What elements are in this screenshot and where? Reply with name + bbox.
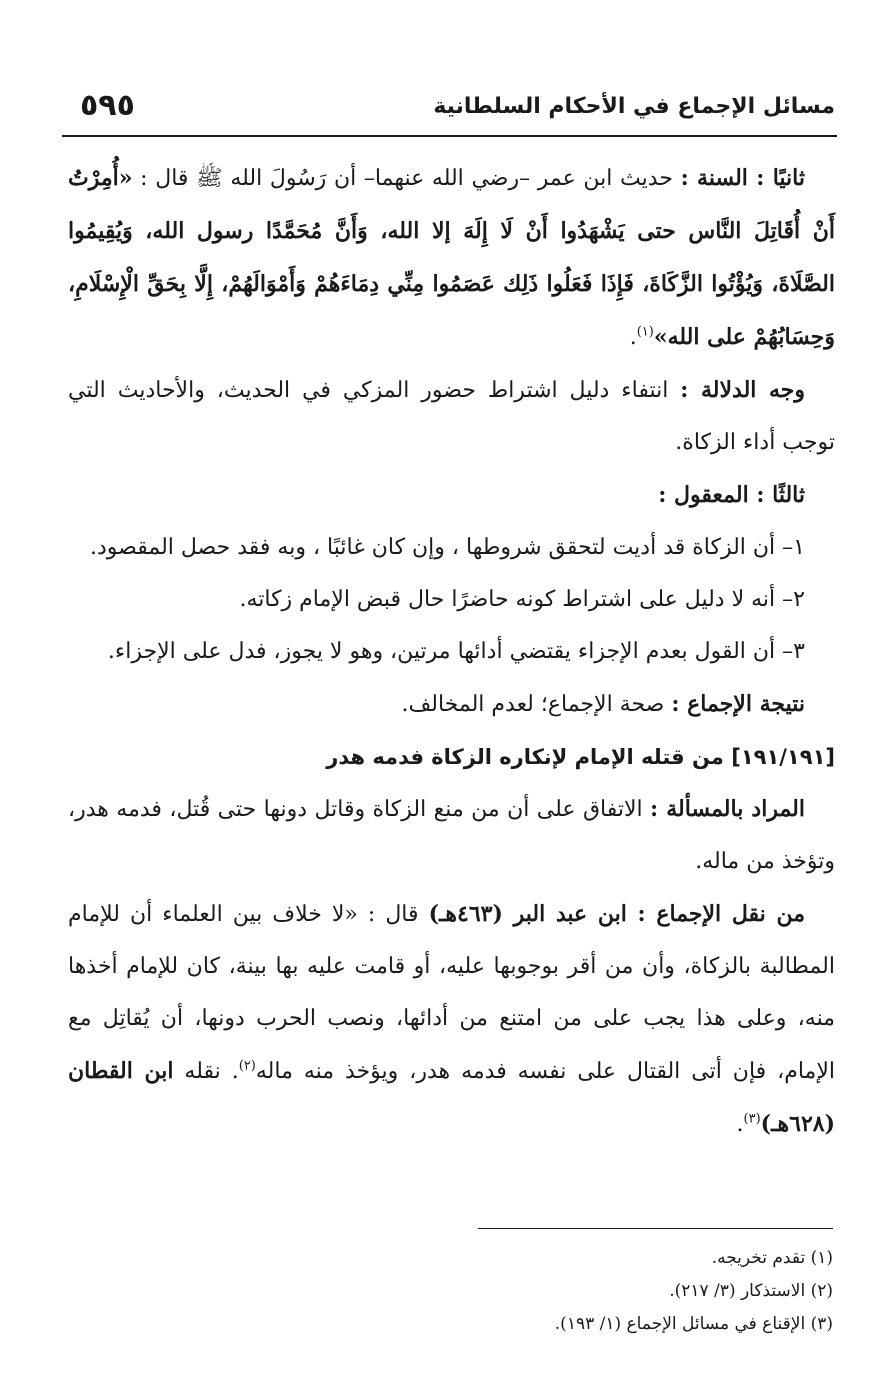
paragraph-text: ٢– أنه لا دليل على اشتراط كونه حاضرًا حال قبض الإمام زكاته.	[239, 587, 805, 612]
footnotes	[200, 1242, 833, 1341]
paragraph-label: ابن القطان (٦٢٨هـ)	[68, 1058, 835, 1137]
footnote-ref: (٢)	[238, 1058, 256, 1074]
main-text	[68, 152, 835, 1151]
paragraph-label: ثانيًا : السنة :	[680, 165, 805, 191]
paragraph-label: نتيجة الإجماع :	[671, 691, 805, 717]
footnote: (٣) الإقناع في مسائل الإجماع (١/ ١٩٣).	[554, 1314, 833, 1334]
paragraph-text: صحة الإجماع؛ لعدم المخالف.	[401, 692, 672, 717]
paragraph-sunnah	[68, 152, 835, 364]
hadith-quote: «أُمِرْتُ أَنْ أُقَاتِلَ النَّاس حتى يَشْهَدُوا أَنْ لَا إِلَهَ إلا الله، وَأَنَّ مُحَمَّدًا رسول الله، وَيُقِيمُوا الصَّلَاةَ، وَيُؤْتُوا الزَّكَاةَ، فَإِذَا فَعَلُوا ذَلِك عَصَمُوا مِنِّي دِمَاءَهُمْ وَأَمْوَالَهُمْ، إِلَّا بِحَقِّ الْإِسْلَامِ، وَحِسَابُهُمْ على الله»	[68, 165, 835, 350]
running-title: مسائل الإجماع في الأحكام السلطانية	[433, 94, 835, 119]
footnote-ref: (٣)	[743, 1111, 761, 1127]
page-number: ٥٩٥	[80, 88, 135, 123]
footnote-ref: (١)	[636, 324, 654, 340]
paragraph-point-2	[68, 574, 835, 626]
page-header	[65, 86, 835, 132]
paragraph-point-1	[68, 522, 835, 574]
paragraph-text: الاتفاق على أن من منع الزكاة وقاتل دونها حتى قُتل، فدمه هدر، وتؤخذ من ماله.	[68, 797, 835, 874]
footnote: (٢) الاستذكار (٣/ ٢١٧).	[669, 1281, 833, 1301]
paragraph-point-3	[68, 626, 835, 678]
footnote-rule	[478, 1228, 833, 1229]
footnote: (١) تقدم تخريجه.	[711, 1248, 833, 1268]
paragraph-reason-heading	[68, 469, 835, 522]
paragraph-meaning	[68, 783, 835, 888]
paragraph-label: من نقل الإجماع : ابن عبد البر (٤٦٣هـ)	[428, 901, 805, 927]
paragraph-end: .	[629, 325, 637, 350]
header-rule	[62, 135, 837, 137]
paragraph-text: ١– أن الزكاة قد أديت لتحقق شروطها ، وإن كان غائبًا ، وبه فقد حصل المقصود.	[90, 535, 805, 560]
paragraph-text: قال : «لا خلاف بين العلماء أن للإمام المطالبة بالزكاة، وأن من أقر بوجوبها عليه، أو قامت عليه بها بينة، كان للإمام أخذها منه، وعلى هذا يجب على من امتنع من أدائها، ونصب الحرب دونها، أن يُقاتِل مع الإمام، فإن أتى القتال على نفسه فدمه هدر، ويؤخذ منه ماله	[68, 902, 836, 1084]
paragraph-label: ثالثًا : المعقول :	[658, 482, 805, 508]
paragraph-text: ٣– أن القول بعدم الإجزاء يقتضي أدائها مرتين، وهو لا يجوز، فدل على الإجزاء.	[107, 639, 805, 664]
paragraph-label: المراد بالمسألة :	[650, 796, 805, 822]
paragraph-text: حديث ابن عمر –رضي الله عنهما– أن رَسُولَ الله ﷺ قال :	[132, 166, 681, 191]
paragraph-text: انتفاء دليل اشتراط حضور المزكي في الحديث، والأحاديث التي توجب أداء الزكاة.	[68, 378, 835, 455]
paragraph-end: .	[736, 1112, 744, 1137]
paragraph-consensus-result	[68, 678, 835, 731]
paragraph-text: . نقله	[173, 1059, 239, 1084]
paragraph-evidence	[68, 364, 835, 469]
issue-heading: [١٩١/١٩١] من قتله الإمام لإنكاره الزكاة فدمه هدر	[326, 745, 835, 769]
paragraph-transmitters	[68, 888, 835, 1151]
paragraph-label: وجه الدلالة :	[680, 377, 805, 403]
